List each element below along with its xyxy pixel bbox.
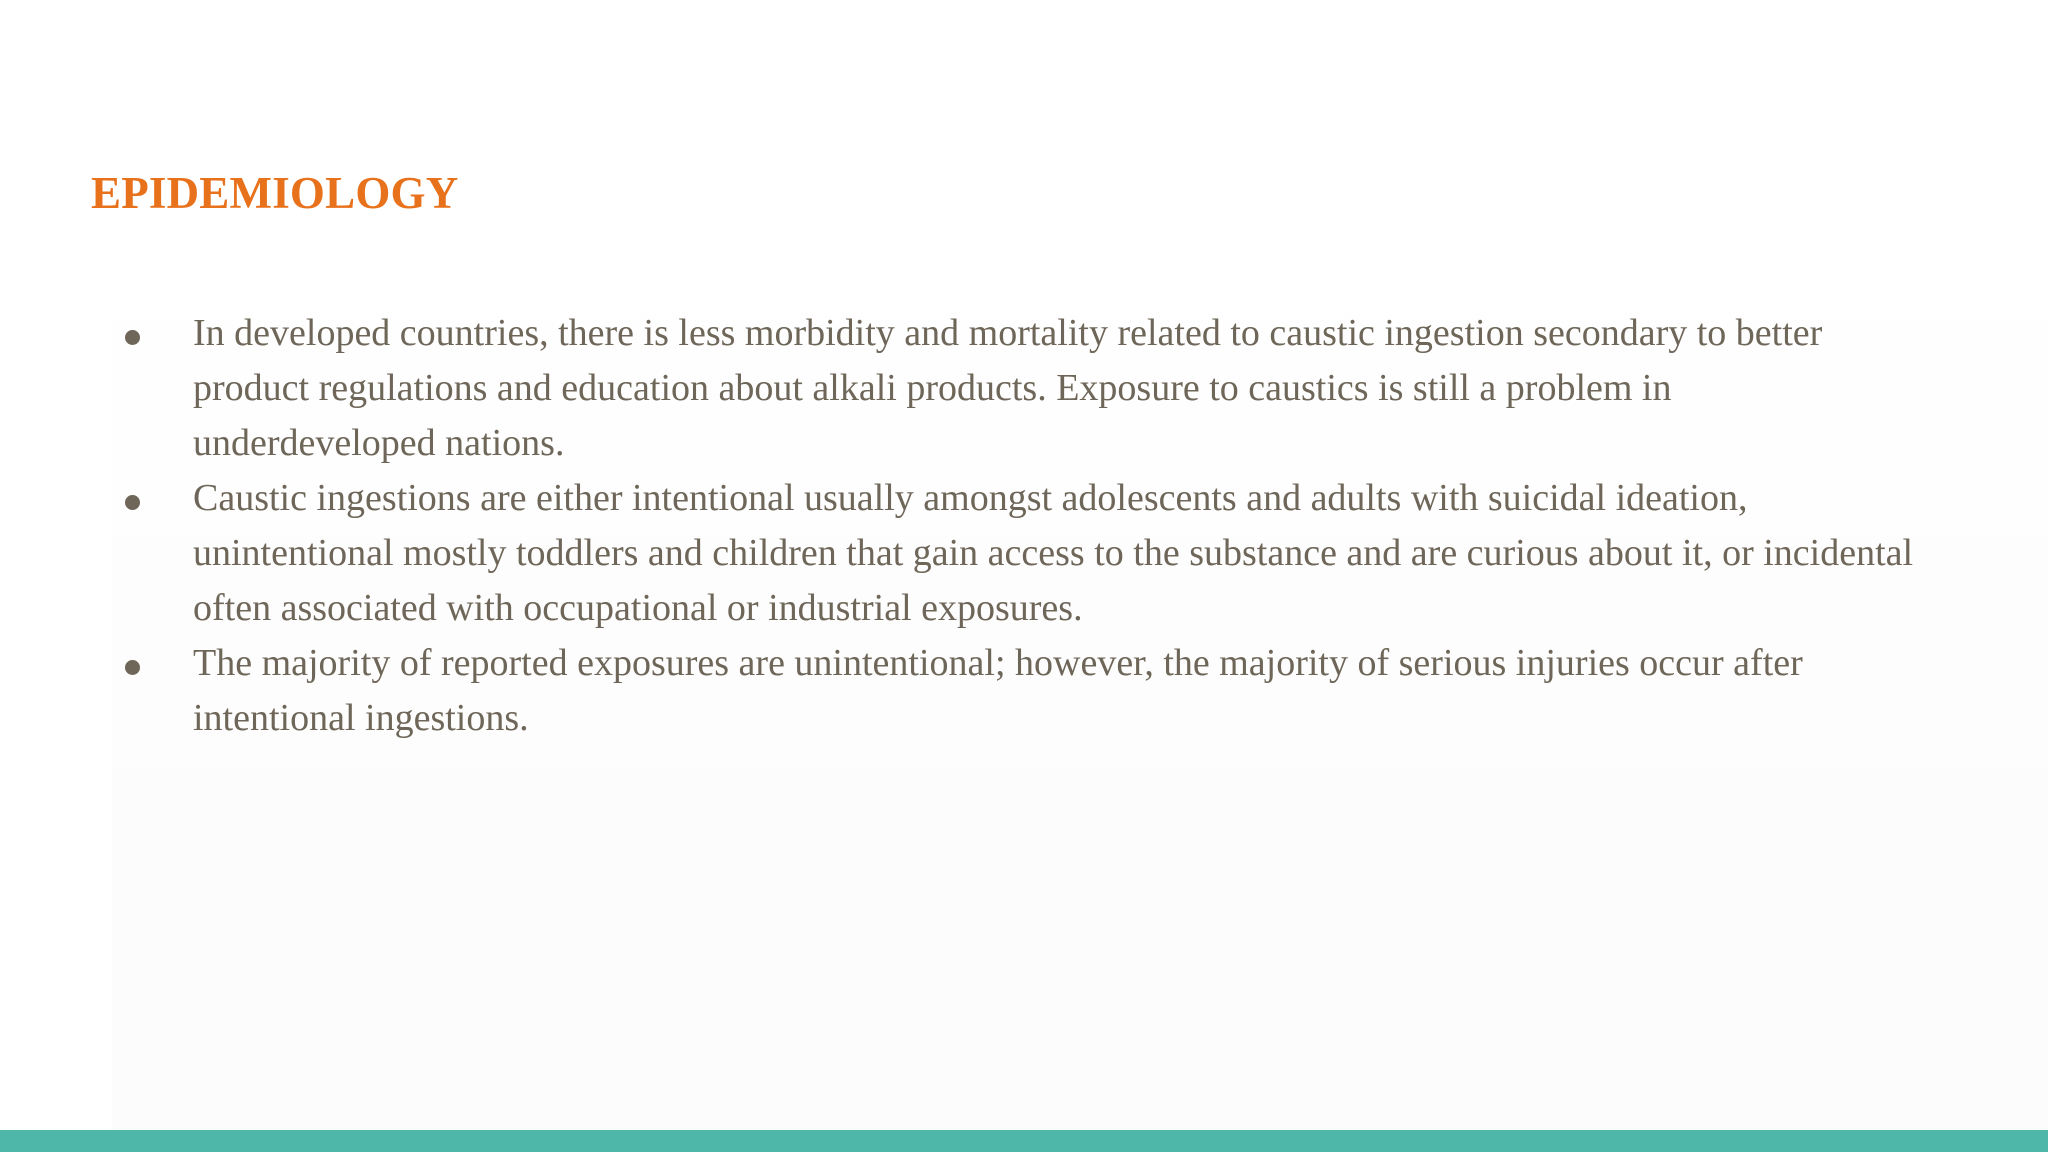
bottom-accent-bar [0,1130,2048,1152]
bullet-text: The majority of reported exposures are unintentional; however, the majority of serious injuries occur after intentional ingestions. [193,642,1803,739]
bullet-dot-icon [125,660,140,675]
bullet-item [118,471,1918,636]
bullet-text: Caustic ingestions are either intentional usually amongst adolescents and adults with suicidal ideation, unintentional mostly toddlers and children that gain access to the substance and are curious about it, or incidental often associated with occupational or industrial exposures. [193,477,1914,629]
bullet-item [118,636,1918,746]
slide-title: EPIDEMIOLOGY [91,168,459,218]
bullet-dot-icon [125,495,140,510]
bullet-list [118,306,1918,746]
bullet-dot-icon [125,330,140,345]
bullet-item [118,306,1918,471]
bullet-text: In developed countries, there is less morbidity and mortality related to caustic ingestion secondary to better product regulations and education about alkali products. Exposure to caustics is still a problem in underdeveloped nations. [193,312,1823,464]
